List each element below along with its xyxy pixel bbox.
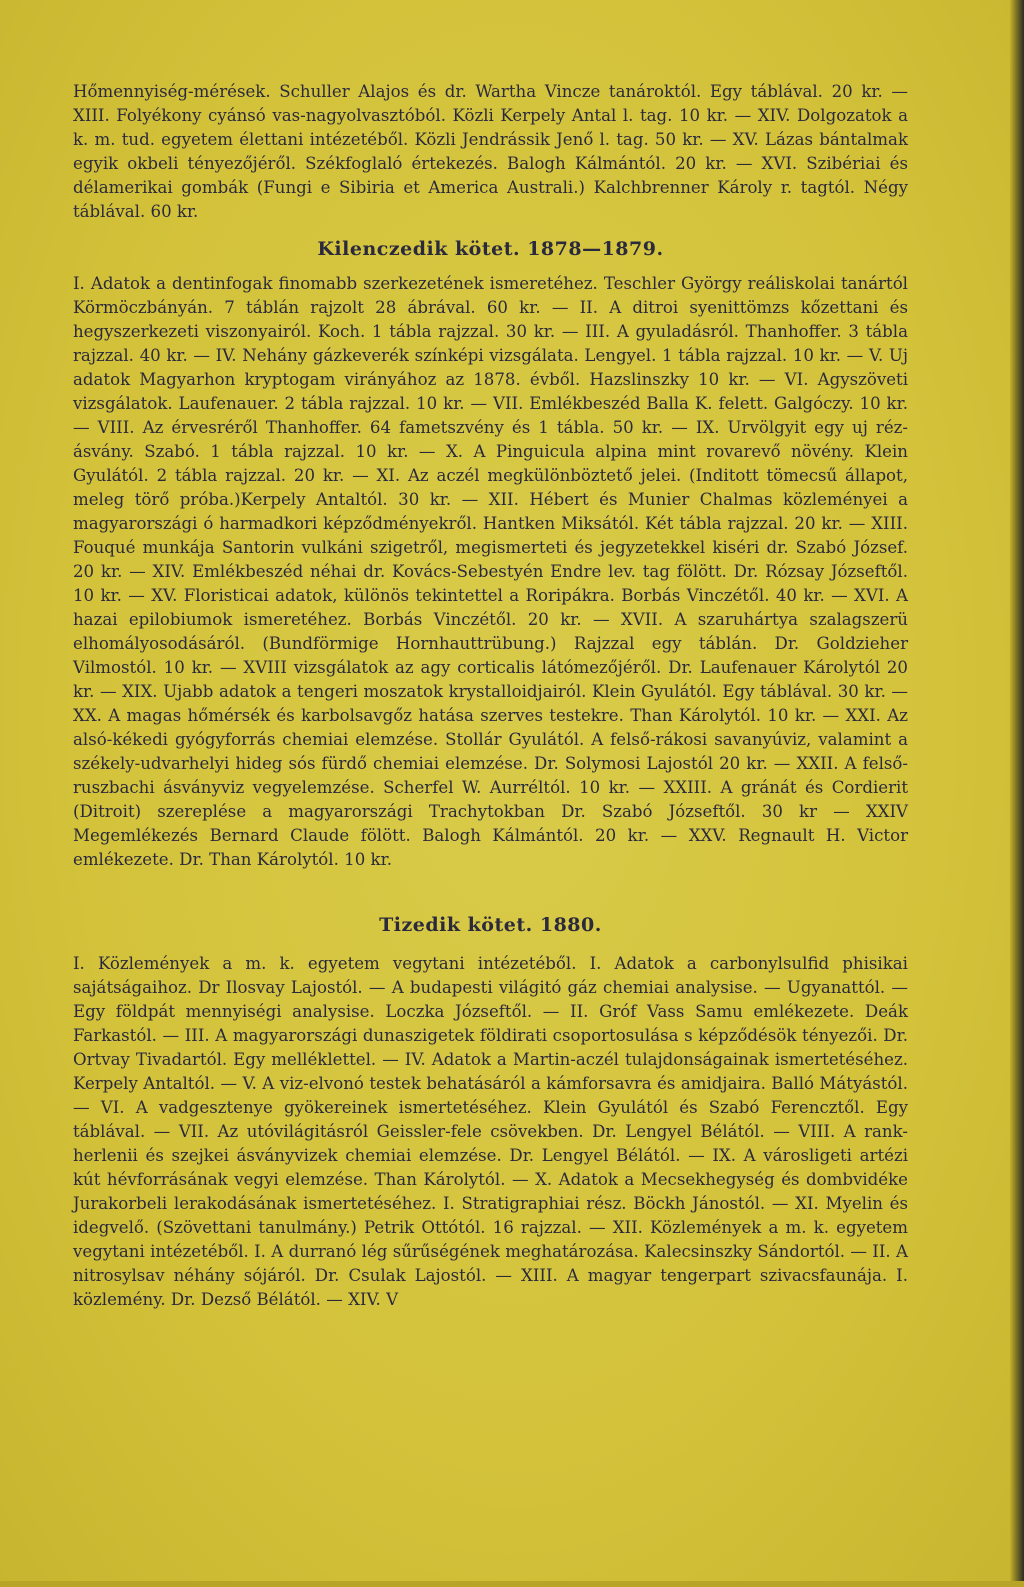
section-heading-tizedik: Tizedik kötet. 1880. — [379, 914, 602, 936]
section-10-paragraph: I. Közlemények a m. k. egyetem vegytani intézetéből. I. Adatok a carbonylsulfid phisikai sajátságaihoz. Dr Ilosvay Lajostól. — A budapesti világitó gáz chemiai analysise. — Ugyanattól. — Egy földpát mennyiségi analysise. Loczka Józseftől. — II. Gróf Vass Samu emlékezete. Deák Farkastól. — III. A magyarországi dunaszigetek földirati csoportosulása s képződésök tényezői. Dr. Ortvay Tivadartól. Egy melléklettel. — IV. Adatok a Martin-aczél tulajdonságainak ismertetéséhez. Kerpely Antaltól. — V. A viz-elvonó testek behatásáról a kámforsavra és amidjaira. Balló Mátyástól. — VI. A vadgesztenye gyökereinek ismertetéséhez. Klein Gyulától és Szabó Ferencztől. Egy táblával. — VII. Az utóvilágitásról Geissler-fele csövekben. Dr. Lengyel Bélától. — VIII. A rank-herlenii és szejkei ásványvizek chemiai elemzése. Dr. Lengyel Bélától. — IX. A városligeti artézi kút hévforrásának vegyi elemzése. Than Károlytól. — X. Adatok a Mecsekhegység és dombvidéke Jurakorbeli lerakodásának ismertetéséhez. I. Stratigraphiai rész. Böckh Jánostól. — XI. Myelin és idegvelő. (Szövettani tanulmány.) Petrik Ottótól. 16 rajzzal. — XII. Közlemények a m. k. egyetem vegytani intézetéből. I. A durranó lég sűrűségének meghatározása. Kalecsinszky Sándortól. — II. A nitrosylsav néhány sójáról. Dr. Csulak Lajostól. — XIII. A magyar tengerpart szivacsfaunája. I. közlemény. Dr. Dezső Bélától. — XIV. V — [73, 954, 908, 1309]
scan-edge-right — [1010, 0, 1024, 1587]
text-column — [73, 80, 908, 1312]
scan-edge-bottom — [0, 1581, 1024, 1587]
intro-paragraph: Hőmennyiség-mérések. Schuller Alajos és dr. Wartha Vincze tanároktól. Egy táblával. 20 kr. — XIII. Folyékony cyánsó vas-nagyolvasztóból. Közli Kerpely Antal l. tag. 10 kr. — XIV. Dolgozatok a k. m. tud. egyetem élettani intézetéből. Közli Jendrássik Jenő l. tag. 50 kr. — XV. Lázas bántalmak egyik okbeli tényezőjéről. Székfoglaló értekezés. Balogh Kálmántól. 20 kr. — XVI. Szibériai és délamerikai gombák (Fungi e Sibiria et America Australi.) Kalchbrenner Károly r. tagtól. Négy táblával. 60 kr. — [73, 82, 908, 221]
section-heading-kilenczedik: Kilenczedik kötet. 1878—1879. — [317, 238, 664, 260]
section-9-paragraph: I. Adatok a dentinfogak finomabb szerkezetének ismeretéhez. Teschler György reáliskolai tanártól Körmöczbányán. 7 táblán rajzolt 28 ábrával. 60 kr. — II. A ditroi syenittömzs kőzettani és hegyszerkezeti viszonyairól. Koch. 1 tábla rajzzal. 30 kr. — III. A gyuladásról. Thanhoffer. 3 tábla rajzzal. 40 kr. — IV. Nehány gázkeverék színképi vizsgálata. Lengyel. 1 tábla rajzzal. 10 kr. — V. Uj adatok Magyarhon kryptogam virányához az 1878. évből. Hazslinszky 10 kr. — VI. Agyszöveti vizsgálatok. Laufenauer. 2 tábla rajzzal. 10 kr. — VII. Emlékbeszéd Balla K. felett. Galgóczy. 10 kr. — VIII. Az érvesréről Thanhoffer. 64 fametszvény és 1 tábla. 50 kr. — IX. Urvölgyit egy uj réz-ásvány. Szabó. 1 tábla rajzzal. 10 kr. — X. A Pinguicula alpina mint rovarevő növény. Klein Gyulától. 2 tábla rajzzal. 20 kr. — XI. Az aczél megkülönböztető jelei. (Inditott tömecsű állapot, meleg törő próba.)Kerpely Antaltól. 30 kr. — XII. Hébert és Munier Chalmas közleményei a magyarországi ó harmadkori képződményekről. Hantken Miksától. Két tábla rajzzal. 20 kr. — XIII. Fouqué munkája Santorin vulkáni szigetről, megismerteti és jegyzetekkel kiséri dr. Szabó József. 20 kr. — XIV. Emlékbeszéd néhai dr. Kovács-Sebestyén Endre lev. tag fölött. Dr. Rózsay Józseftől. 10 kr. — XV. Floristicai adatok, különös tekintettel a Roripákra. Borbás Vinczétől. 40 kr. — XVI. A hazai epilobiumok ismeretéhez. Borbás Vinczétől. 20 kr. — XVII. A szaruhártya szalagszerü elhomályosodásáról. (Bundförmige Hornhauttrübung.) Rajzzal egy táblán. Dr. Goldzieher Vilmostól. 10 kr. — XVIII vizsgálatok az agy corticalis látómezőjéről. Dr. Laufenauer Károlytól 20 kr. — XIX. Ujabb adatok a tengeri moszatok krystalloidjairól. Klein Gyulától. Egy táblával. 30 kr. — XX. A magas hőmérsék és karbolsavgőz hatása szerves testekre. Than Károlytól. 10 kr. — XXI. Az alsó-kékedi gyógyforrás chemiai elemzése. Stollár Gyulától. A felső-rákosi savanyúviz, valamint a székely-udvarhelyi hideg sós fürdő chemiai elemzése. Dr. Solymosi Lajostól 20 kr. — XXII. A felső-ruszbachi ásványviz vegyelemzése. Scherfel W. Aurréltól. 10 kr. — XXIII. A gránát és Cordierit (Ditroit) szereplése a magyarországi Trachytokban Dr. Szabó Józseftől. 30 kr — XXIV Megemlékezés Bernard Claude fölött. Balogh Kálmántól. 20 kr. — XXV. Regnault H. Victor emlékezete. Dr. Than Károlytól. 10 kr. — [73, 274, 908, 869]
